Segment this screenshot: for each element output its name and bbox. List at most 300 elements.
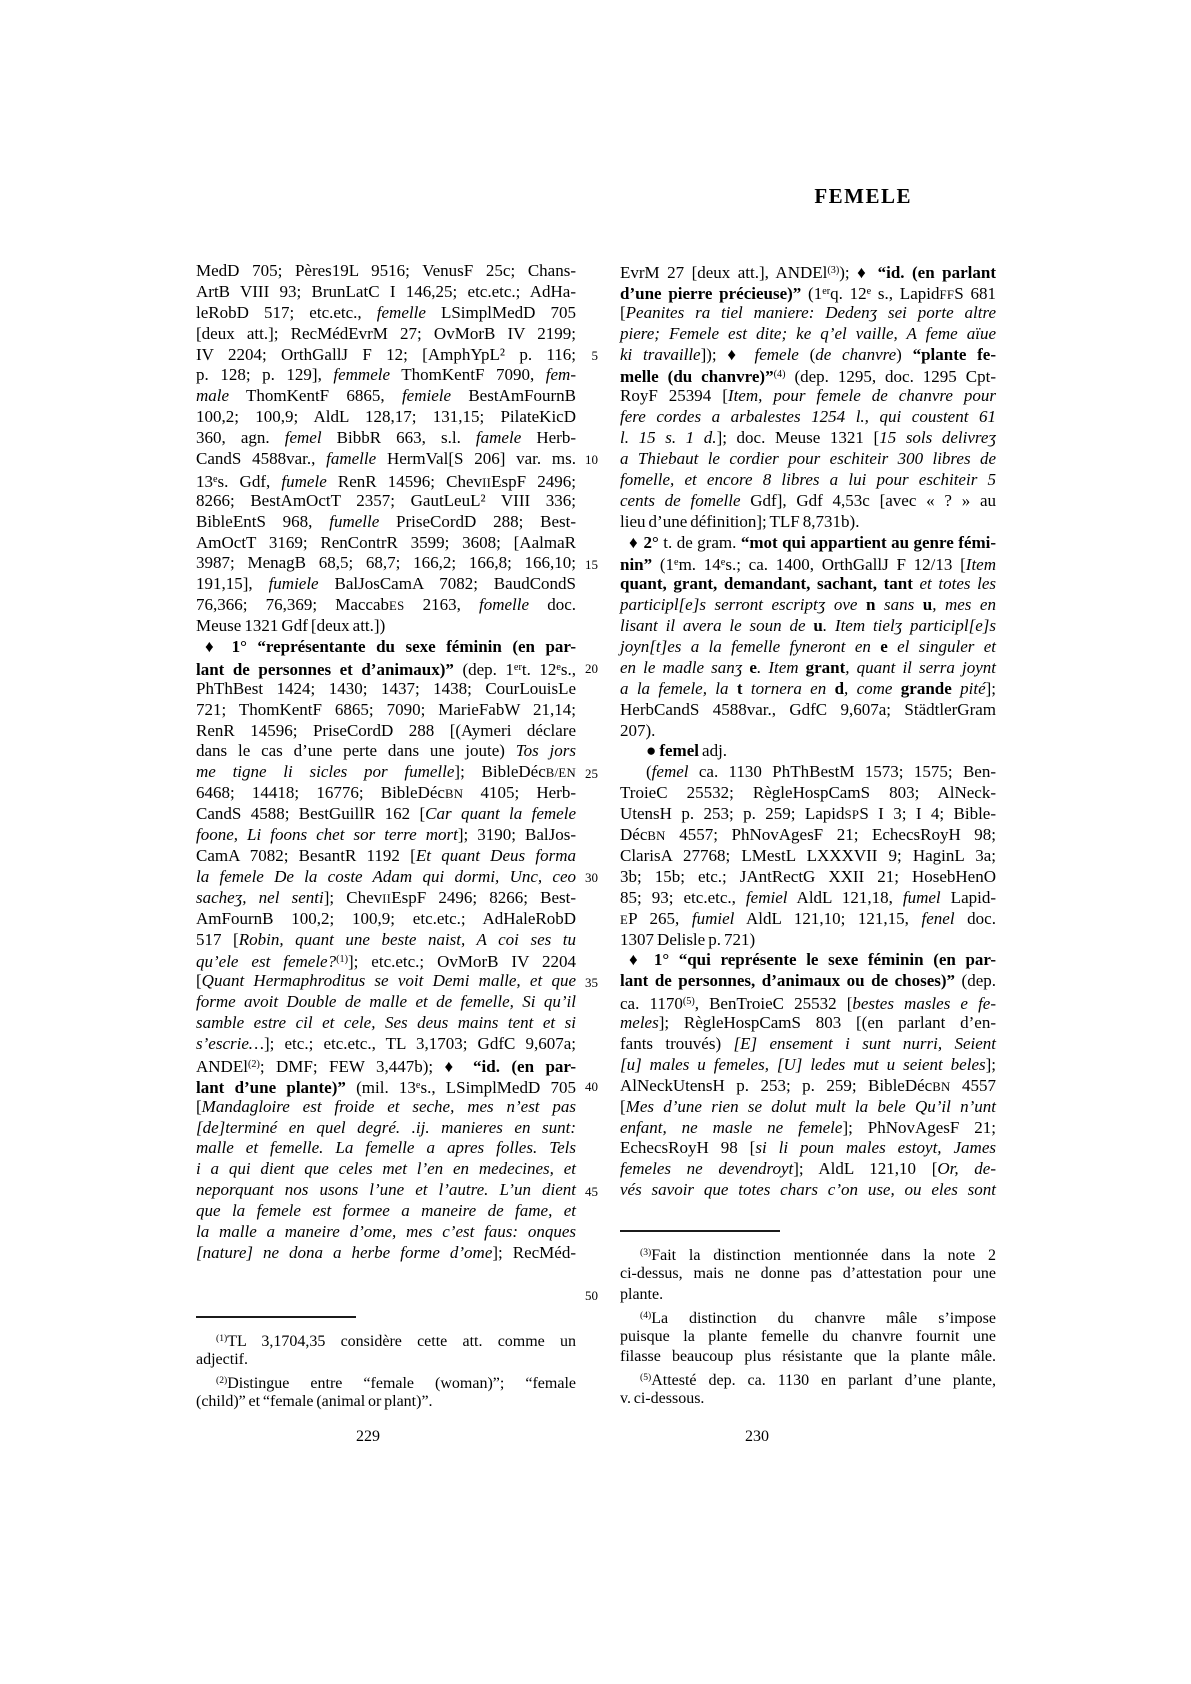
text-segment: t. 12 — [521, 660, 557, 680]
text-segment: 517 [ — [196, 929, 239, 949]
text-line — [196, 1350, 576, 1371]
text-segment: Fait la distinction mentionnée dans la note 2 — [651, 1246, 996, 1264]
text-segment: ]); — [700, 344, 728, 364]
text-segment: Lapid- — [940, 887, 996, 907]
text-segment: e — [556, 661, 561, 673]
text-segment: [ — [196, 971, 202, 991]
text-segment: (3) — [827, 265, 840, 276]
text-segment: AmOctT 3169; RenContrR 3599; 3608; [AalmaR — [196, 532, 576, 552]
text-segment: participl[e]s serront escriptʒ ove — [620, 595, 866, 615]
text-line — [620, 950, 996, 971]
text-segment: s. Gdf, — [217, 472, 282, 491]
text-line — [196, 261, 576, 282]
text-line — [196, 386, 576, 407]
text-segment: “mot qui appartient au genre fémi- — [740, 532, 996, 552]
text-segment: AlNeckUtensH p. 253; p. 259; BibleDéc — [620, 1075, 933, 1095]
text-segment: [ — [620, 302, 626, 322]
text-segment: 6468; 14418; 16776; BibleDéc — [196, 783, 445, 803]
text-segment: . Item tielʒ participl[e]s — [822, 616, 996, 636]
text-segment: famelle — [326, 449, 377, 469]
text-segment: e — [749, 657, 757, 677]
text-segment: adjectif. — [196, 1350, 248, 1368]
page-number-right: 230 — [745, 1428, 769, 1445]
text-line — [620, 825, 996, 846]
text-segment: 4557; PhNovAgesF 21; EchecsRoyH 98; — [665, 825, 996, 845]
text-segment: Robin, quant une beste naist, A coi ses tu — [238, 929, 576, 949]
text-segment: fumel — [902, 887, 941, 907]
text-segment: , quant il serra joynt — [845, 657, 996, 677]
text-line — [196, 1243, 576, 1264]
text-line — [196, 867, 576, 888]
text-segment: BibleEntS 968, — [196, 511, 330, 531]
footnote-rule-left — [196, 1316, 356, 1318]
text-line — [620, 428, 996, 449]
text-line — [620, 658, 996, 679]
text-line — [196, 595, 576, 616]
text-line — [620, 553, 996, 574]
text-line — [620, 700, 996, 721]
text-segment: , come — [844, 678, 901, 698]
text-segment: [ — [196, 1096, 202, 1116]
text-line — [196, 1055, 576, 1076]
text-segment: BN — [647, 829, 666, 844]
text-segment: femele — [754, 344, 799, 364]
text-line — [620, 1118, 996, 1139]
text-line — [620, 971, 996, 992]
text-segment: RoyF 25394 [ — [620, 386, 728, 406]
text-line — [196, 804, 576, 825]
text-line — [196, 679, 576, 700]
text-segment: et totes les — [912, 574, 996, 594]
text-segment: Gdf], Gdf 4,53c [avec « ? » au — [740, 490, 996, 510]
text-segment: ); — [839, 263, 858, 283]
text-segment: ThomKentF 7090, — [390, 365, 546, 385]
text-line — [620, 783, 996, 804]
text-segment: (dep. 1 — [453, 660, 514, 680]
text-segment: femiele — [401, 386, 452, 406]
text-segment: Attesté dep. ca. 1130 en parlant d’une plante, — [651, 1372, 996, 1390]
text-segment: BibbR 663, s.l. — [321, 428, 476, 448]
text-line — [620, 595, 996, 616]
text-segment: femel — [651, 762, 689, 782]
line-number: 50 — [585, 1288, 598, 1304]
text-segment: (4) — [640, 1309, 652, 1321]
text-segment: (2) — [216, 1374, 228, 1386]
text-segment: grande — [900, 678, 952, 698]
text-line — [196, 1201, 576, 1222]
text-segment: ]; 3190; BalJos- — [457, 825, 576, 845]
text-segment: (5) — [640, 1372, 652, 1384]
text-segment: sacheʒ, nel senti — [196, 887, 324, 907]
text-segment: cents de fomelle — [620, 490, 741, 510]
text-line — [196, 825, 576, 846]
text-segment: ♦ “id. (en parlant — [857, 263, 996, 283]
text-segment: ca. 1170 — [620, 994, 683, 1014]
text-segment: fomelle — [479, 595, 530, 615]
text-segment: (4) — [773, 369, 786, 381]
text-segment: ThomKentF 6865, — [229, 386, 402, 406]
text-line — [196, 783, 576, 804]
text-segment: foone, Li foons chet sor terre mort — [196, 825, 458, 845]
text-segment: Déc — [620, 825, 648, 845]
text-segment: 3987; MenagB 68,5; 68,7; 166,2; 166,8; 166,10; — [196, 553, 576, 573]
text-segment: s., — [560, 660, 576, 680]
text-segment: e — [213, 473, 218, 485]
text-segment: lant de personnes et d’animaux)” — [196, 660, 454, 680]
right-column — [620, 261, 996, 1201]
text-segment: (3) — [640, 1247, 652, 1258]
text-segment: forme avoit Double de malle et de femelle, Si qu’il — [196, 992, 576, 1012]
text-line — [196, 407, 576, 428]
text-line — [620, 533, 996, 554]
text-segment: 2163, — [404, 595, 480, 615]
text-segment: adj. — [698, 741, 728, 761]
text-segment: s’escrie… — [196, 1033, 264, 1053]
text-line — [196, 1118, 576, 1139]
text-segment: [E] ensement i sunt nurri, Seient — [733, 1033, 997, 1053]
text-line — [620, 1347, 996, 1368]
text-segment: UtensH p. 253; p. 259; Lapid — [620, 804, 845, 824]
text-segment: 85; 93; etc.etc., — [620, 887, 746, 907]
text-segment: t. de gram. — [658, 532, 741, 552]
text-segment: HermVal[S 206] var. ms. — [376, 449, 576, 469]
text-segment: ki travaille — [620, 344, 701, 364]
text-segment: doc. — [954, 908, 996, 928]
text-segment: lisant il avera le soun de — [620, 616, 814, 636]
text-segment: a Thiebaut le cordier pour eschiteir 300 libres de — [620, 449, 996, 469]
text-segment: fumiel — [691, 908, 735, 928]
text-segment: [deux att.]; RecMédEvrM 27; OvMorB IV 2199; — [196, 323, 576, 343]
text-segment: Meuse 1321 Gdf [deux att.]) — [196, 616, 386, 636]
text-segment: ) — [896, 344, 913, 364]
text-segment: lieu d’une définition]; TLF 8,731b). — [620, 511, 860, 531]
text-line — [620, 888, 996, 909]
text-segment: er — [513, 661, 522, 673]
text-segment: (1 — [801, 283, 823, 303]
text-segment: 191,15], — [196, 574, 269, 594]
text-segment: joyn[t]es a la femelle fyneront en — [620, 637, 881, 657]
text-segment: e — [866, 285, 872, 297]
text-line — [196, 909, 576, 930]
text-segment: ]; Chev — [323, 887, 383, 907]
text-segment: AldL 121,18, — [787, 887, 903, 907]
text-line — [620, 1389, 996, 1410]
text-segment: ES — [389, 599, 405, 614]
text-segment: Et quant Deus forma — [415, 845, 576, 865]
text-line — [196, 1034, 576, 1055]
text-line — [196, 762, 576, 783]
text-segment: B/EN — [545, 766, 576, 781]
text-line — [196, 1392, 576, 1413]
text-segment: . Item — [756, 657, 806, 677]
text-line — [196, 345, 576, 366]
text-segment: (2) — [247, 1058, 260, 1070]
text-segment: ClarisA 27768; LMestL LXXXVII 9; HaginL 3a; — [620, 845, 996, 865]
text-segment: a la femele, la — [620, 678, 737, 698]
text-segment: filasse beaucoup plus résistante que la plante mâle. — [620, 1348, 996, 1366]
text-segment: u — [922, 595, 933, 615]
text-line — [620, 1243, 996, 1264]
text-line — [196, 721, 576, 742]
text-segment: l. 15 s. 1 d. — [620, 428, 717, 448]
text-line — [196, 324, 576, 345]
text-segment: e — [415, 1079, 421, 1091]
text-segment: (mil. 13 — [345, 1077, 416, 1097]
text-segment: t — [736, 678, 743, 698]
text-segment: ca. 1130 PhThBestM 1573; 1575; Ben- — [688, 762, 996, 782]
text-segment: 100,2; 100,9; AldL 128,17; 131,15; PilateKicD — [196, 407, 576, 427]
text-segment: Peanites ra tiel maniere: Dedenʒ sei porte altre — [625, 302, 996, 322]
text-segment: ]; RègleHospCamS 803 [(en parlant d’en- — [658, 1013, 996, 1033]
text-segment: ; DMF; FEW 3,447b); — [259, 1056, 445, 1076]
text-line — [620, 679, 996, 700]
text-line — [620, 1097, 996, 1118]
text-segment: 1307 Delisle p. 721) — [620, 929, 756, 949]
text-segment: BalJosCamA 7082; BaudCondS — [318, 574, 576, 594]
text-line — [196, 553, 576, 574]
text-line — [196, 1329, 576, 1350]
text-segment: sans — [875, 595, 923, 615]
text-line — [196, 658, 576, 679]
text-segment: (5) — [682, 996, 695, 1008]
text-line — [620, 1264, 996, 1285]
text-segment: puisque la plante femelle du chanvre fournit une — [620, 1327, 996, 1345]
text-segment: si li poun males estoyt, James — [755, 1138, 996, 1158]
text-segment: m. 14 — [678, 555, 721, 575]
text-line — [196, 846, 576, 867]
text-line — [620, 324, 996, 345]
text-segment: fants trouvés) — [620, 1033, 734, 1053]
text-segment: 15 sols delivreʒ — [879, 428, 997, 448]
text-segment: SP — [844, 808, 860, 823]
text-line — [620, 762, 996, 783]
text-line — [196, 303, 576, 324]
footnote-rule-right — [620, 1230, 780, 1232]
text-segment: s.; ca. 1400, OrthGallJ F 12/13 [ — [725, 555, 966, 575]
text-line — [196, 992, 576, 1013]
text-segment: leRobD 517; etc.etc., — [196, 302, 377, 322]
text-line — [196, 1138, 576, 1159]
line-number: 15 — [585, 556, 598, 572]
line-number: 10 — [585, 452, 598, 468]
text-segment: fumelle — [329, 511, 380, 531]
text-segment: II — [482, 476, 492, 490]
text-segment: Item, pour femele de chanvre pour — [727, 386, 996, 406]
text-line — [620, 574, 996, 595]
text-line — [620, 407, 996, 428]
text-segment: ● — [646, 741, 660, 761]
text-segment: Mes d’une rien se dolut mult la bele Qu’il n’unt — [625, 1096, 996, 1116]
text-segment: fomelle, et encore 8 libres a lui pour eschiteir 5 — [620, 469, 996, 489]
text-segment: Or, de- — [937, 1159, 997, 1179]
text-line — [620, 1306, 996, 1327]
text-segment: S I 3; I 4; Bible- — [859, 804, 996, 824]
text-line — [620, 1180, 996, 1201]
text-line — [196, 1222, 576, 1243]
text-segment: samble estre cil et cele, Ses deus mains tent et si — [196, 1013, 576, 1033]
text-segment: S 681 — [954, 283, 996, 303]
text-segment: grant — [805, 657, 846, 677]
text-segment: vés savoir que totes chars c’on use, ou eles sont — [620, 1180, 996, 1200]
text-line — [196, 365, 576, 386]
text-segment: [ — [620, 1096, 626, 1116]
text-segment: [de]terminé en quel degré. .ij. manieres en sunt: — [196, 1117, 576, 1137]
text-segment: Distingue entre “female (woman)”; “female — [227, 1374, 576, 1392]
text-segment: lant d’une plante)” — [196, 1077, 346, 1097]
text-segment: ci-dessus, mais ne donne pas d’attestation pour une — [620, 1264, 996, 1282]
text-line — [196, 950, 576, 971]
text-line — [620, 1076, 996, 1097]
text-segment: , mes en — [932, 595, 996, 615]
text-line — [620, 386, 996, 407]
text-segment: Herb- — [521, 428, 576, 448]
text-line — [620, 512, 996, 533]
left-footnotes — [196, 1329, 576, 1413]
text-segment: AldL 121,10; 121,15, — [734, 908, 922, 928]
text-segment: TroieC 25532; RègleHospCamS 803; AlNeck- — [620, 783, 996, 803]
line-number: 45 — [585, 1183, 598, 1199]
text-segment: ]; RecMéd- — [492, 1242, 577, 1262]
text-segment: femiel — [745, 887, 788, 907]
text-segment: la femele De la coste Adam qui dormi, Unc, ceo — [196, 866, 576, 886]
text-segment: FF — [939, 287, 955, 302]
text-segment: CandS 4588; BestGuillR 162 [ — [196, 804, 426, 824]
text-segment: me tigne li sicles por fumelle — [196, 762, 455, 782]
text-segment: i a qui dient que celes met l’en en medecines, et — [196, 1159, 576, 1179]
text-segment: el singuler et — [887, 637, 996, 657]
text-segment: ♦ 2° — [629, 532, 659, 552]
text-line — [620, 345, 996, 366]
text-segment: 721; ThomKentF 6865; 7090; MarieFabW 21,14; — [196, 699, 576, 719]
text-segment: BestAmFournB — [451, 386, 577, 406]
text-line — [196, 574, 576, 595]
text-segment: E — [620, 912, 629, 927]
text-segment: melle (du chanvre)” — [620, 367, 774, 387]
text-segment: v. ci-dessous. — [620, 1390, 705, 1408]
text-segment: bestes masles e fe- — [852, 994, 996, 1014]
text-segment: (1) — [336, 954, 348, 966]
text-segment: RenR 14596; Chev — [326, 472, 483, 491]
text-segment: (dep. — [955, 971, 996, 991]
text-segment: enfant, ne masle ne femele — [620, 1117, 843, 1137]
text-line — [196, 1097, 576, 1118]
text-segment: ♦ — [727, 344, 744, 364]
text-segment: Tos jors — [515, 741, 577, 761]
text-segment: P 265, — [628, 908, 692, 928]
text-segment: BN — [932, 1079, 951, 1094]
text-segment: s., LSimplMedD 705 — [420, 1077, 576, 1097]
text-line — [620, 365, 996, 386]
text-segment: e — [674, 557, 679, 569]
text-line — [620, 804, 996, 825]
text-line — [620, 303, 996, 324]
text-line — [620, 1055, 996, 1076]
text-segment: femmele — [333, 365, 391, 385]
text-line — [196, 449, 576, 470]
text-segment: femelle — [376, 302, 426, 322]
text-segment: “plante fe- — [912, 344, 996, 364]
text-segment: neporquant nos usons l’une et l’autre. L’un dient — [196, 1180, 576, 1200]
text-segment: pité — [951, 678, 986, 698]
text-segment: TL 3,1704,35 considère cette att. comme un — [227, 1332, 576, 1350]
text-segment: II — [382, 891, 392, 906]
text-segment: lant de personnes, d’animaux ou de choses)” — [620, 971, 956, 991]
text-segment: Mandagloire est froide et seche, mes n’est pas — [201, 1096, 576, 1116]
page-header: FEMELE — [814, 184, 912, 208]
text-segment: en le madle sanʒ — [620, 657, 750, 677]
text-line — [196, 888, 576, 909]
text-line — [196, 470, 576, 491]
text-segment: EchecsRoyH 98 [ — [620, 1138, 756, 1158]
text-line — [620, 721, 996, 742]
text-segment: ]; AldL 121,10 [ — [793, 1159, 938, 1179]
text-segment: er — [822, 285, 831, 297]
text-segment: Quant Hermaphroditus se voit Demi malle, et que — [201, 971, 576, 991]
text-segment: , BenTroieC 25532 [ — [694, 994, 853, 1014]
text-segment: MedD 705; Pères19L 9516; VenusF 25c; Chans- — [196, 261, 576, 280]
text-segment: EvrM 27 [deux att.], ANDEl — [620, 263, 828, 283]
text-segment: fumiele — [268, 574, 319, 594]
text-segment: RenR 14596; PriseCordD 288 [(Aymeri déclare — [196, 720, 576, 740]
text-line — [620, 992, 996, 1013]
text-segment: d’une pierre précieuse)” — [620, 283, 802, 303]
text-segment: ♦ 1° “qui représente le sexe féminin (en par- — [629, 950, 996, 970]
line-number: 30 — [585, 870, 598, 886]
text-segment: doc. — [529, 595, 576, 615]
text-segment: PriseCordD 288; Best- — [379, 511, 576, 531]
text-segment: ]; — [985, 1054, 996, 1074]
text-line — [620, 282, 996, 303]
text-line — [196, 428, 576, 449]
text-segment: d — [834, 678, 845, 698]
text-segment: ]; BibleDéc — [454, 762, 546, 782]
text-segment: meles — [620, 1013, 659, 1033]
text-segment: famele — [475, 428, 522, 448]
text-segment: (dep. 1295, doc. 1295 Cpt- — [785, 367, 996, 387]
text-segment: 8266; BestAmOctT 2357; GautLeuL² VIII 336; — [196, 490, 576, 510]
text-segment: plante. — [620, 1285, 664, 1303]
text-segment: ♦ 1° “représentante du sexe féminin (en par- — [205, 637, 576, 657]
text-segment: CandS 4588var., — [196, 449, 327, 469]
text-line — [620, 470, 996, 491]
text-segment: IV 2204; OrthGallJ F 12; [AmphYpL² p. 116; — [196, 344, 576, 364]
text-segment: n — [865, 595, 876, 615]
text-segment: tornera en — [742, 678, 835, 698]
text-line — [620, 1013, 996, 1034]
text-segment: dans le cas d’une perte dans une joute) — [196, 741, 516, 761]
text-segment: PhThBest 1424; 1430; 1437; 1438; CourLouisLe — [196, 678, 576, 698]
text-segment: fem- — [545, 365, 576, 385]
line-number: 20 — [585, 661, 598, 677]
text-segment: 3b; 15b; etc.; JAntRectG XXII 21; HosebHenO — [620, 866, 996, 886]
text-segment: piere; Femele est dite; ke q’el vaille, A feme aïue — [620, 323, 996, 343]
text-segment: fere cordes a arbalestes 1254 l., qui coustent 61 — [620, 407, 996, 427]
text-line — [196, 700, 576, 721]
text-line — [196, 616, 576, 637]
page-number-left: 229 — [356, 1428, 380, 1445]
text-segment: BN — [444, 787, 464, 802]
text-segment: ]; PhNovAgesF 21; — [842, 1117, 996, 1137]
text-segment: LSimplMedD 705 — [425, 302, 577, 322]
text-line — [620, 616, 996, 637]
text-segment: ( — [646, 762, 652, 782]
text-line — [620, 1138, 996, 1159]
text-line — [196, 1159, 576, 1180]
text-segment: 13 — [196, 472, 213, 491]
text-line — [620, 491, 996, 512]
text-segment: CamA 7082; BesantR 1192 [ — [196, 845, 416, 865]
text-segment: 76,366; 76,369; Maccab — [196, 595, 390, 615]
